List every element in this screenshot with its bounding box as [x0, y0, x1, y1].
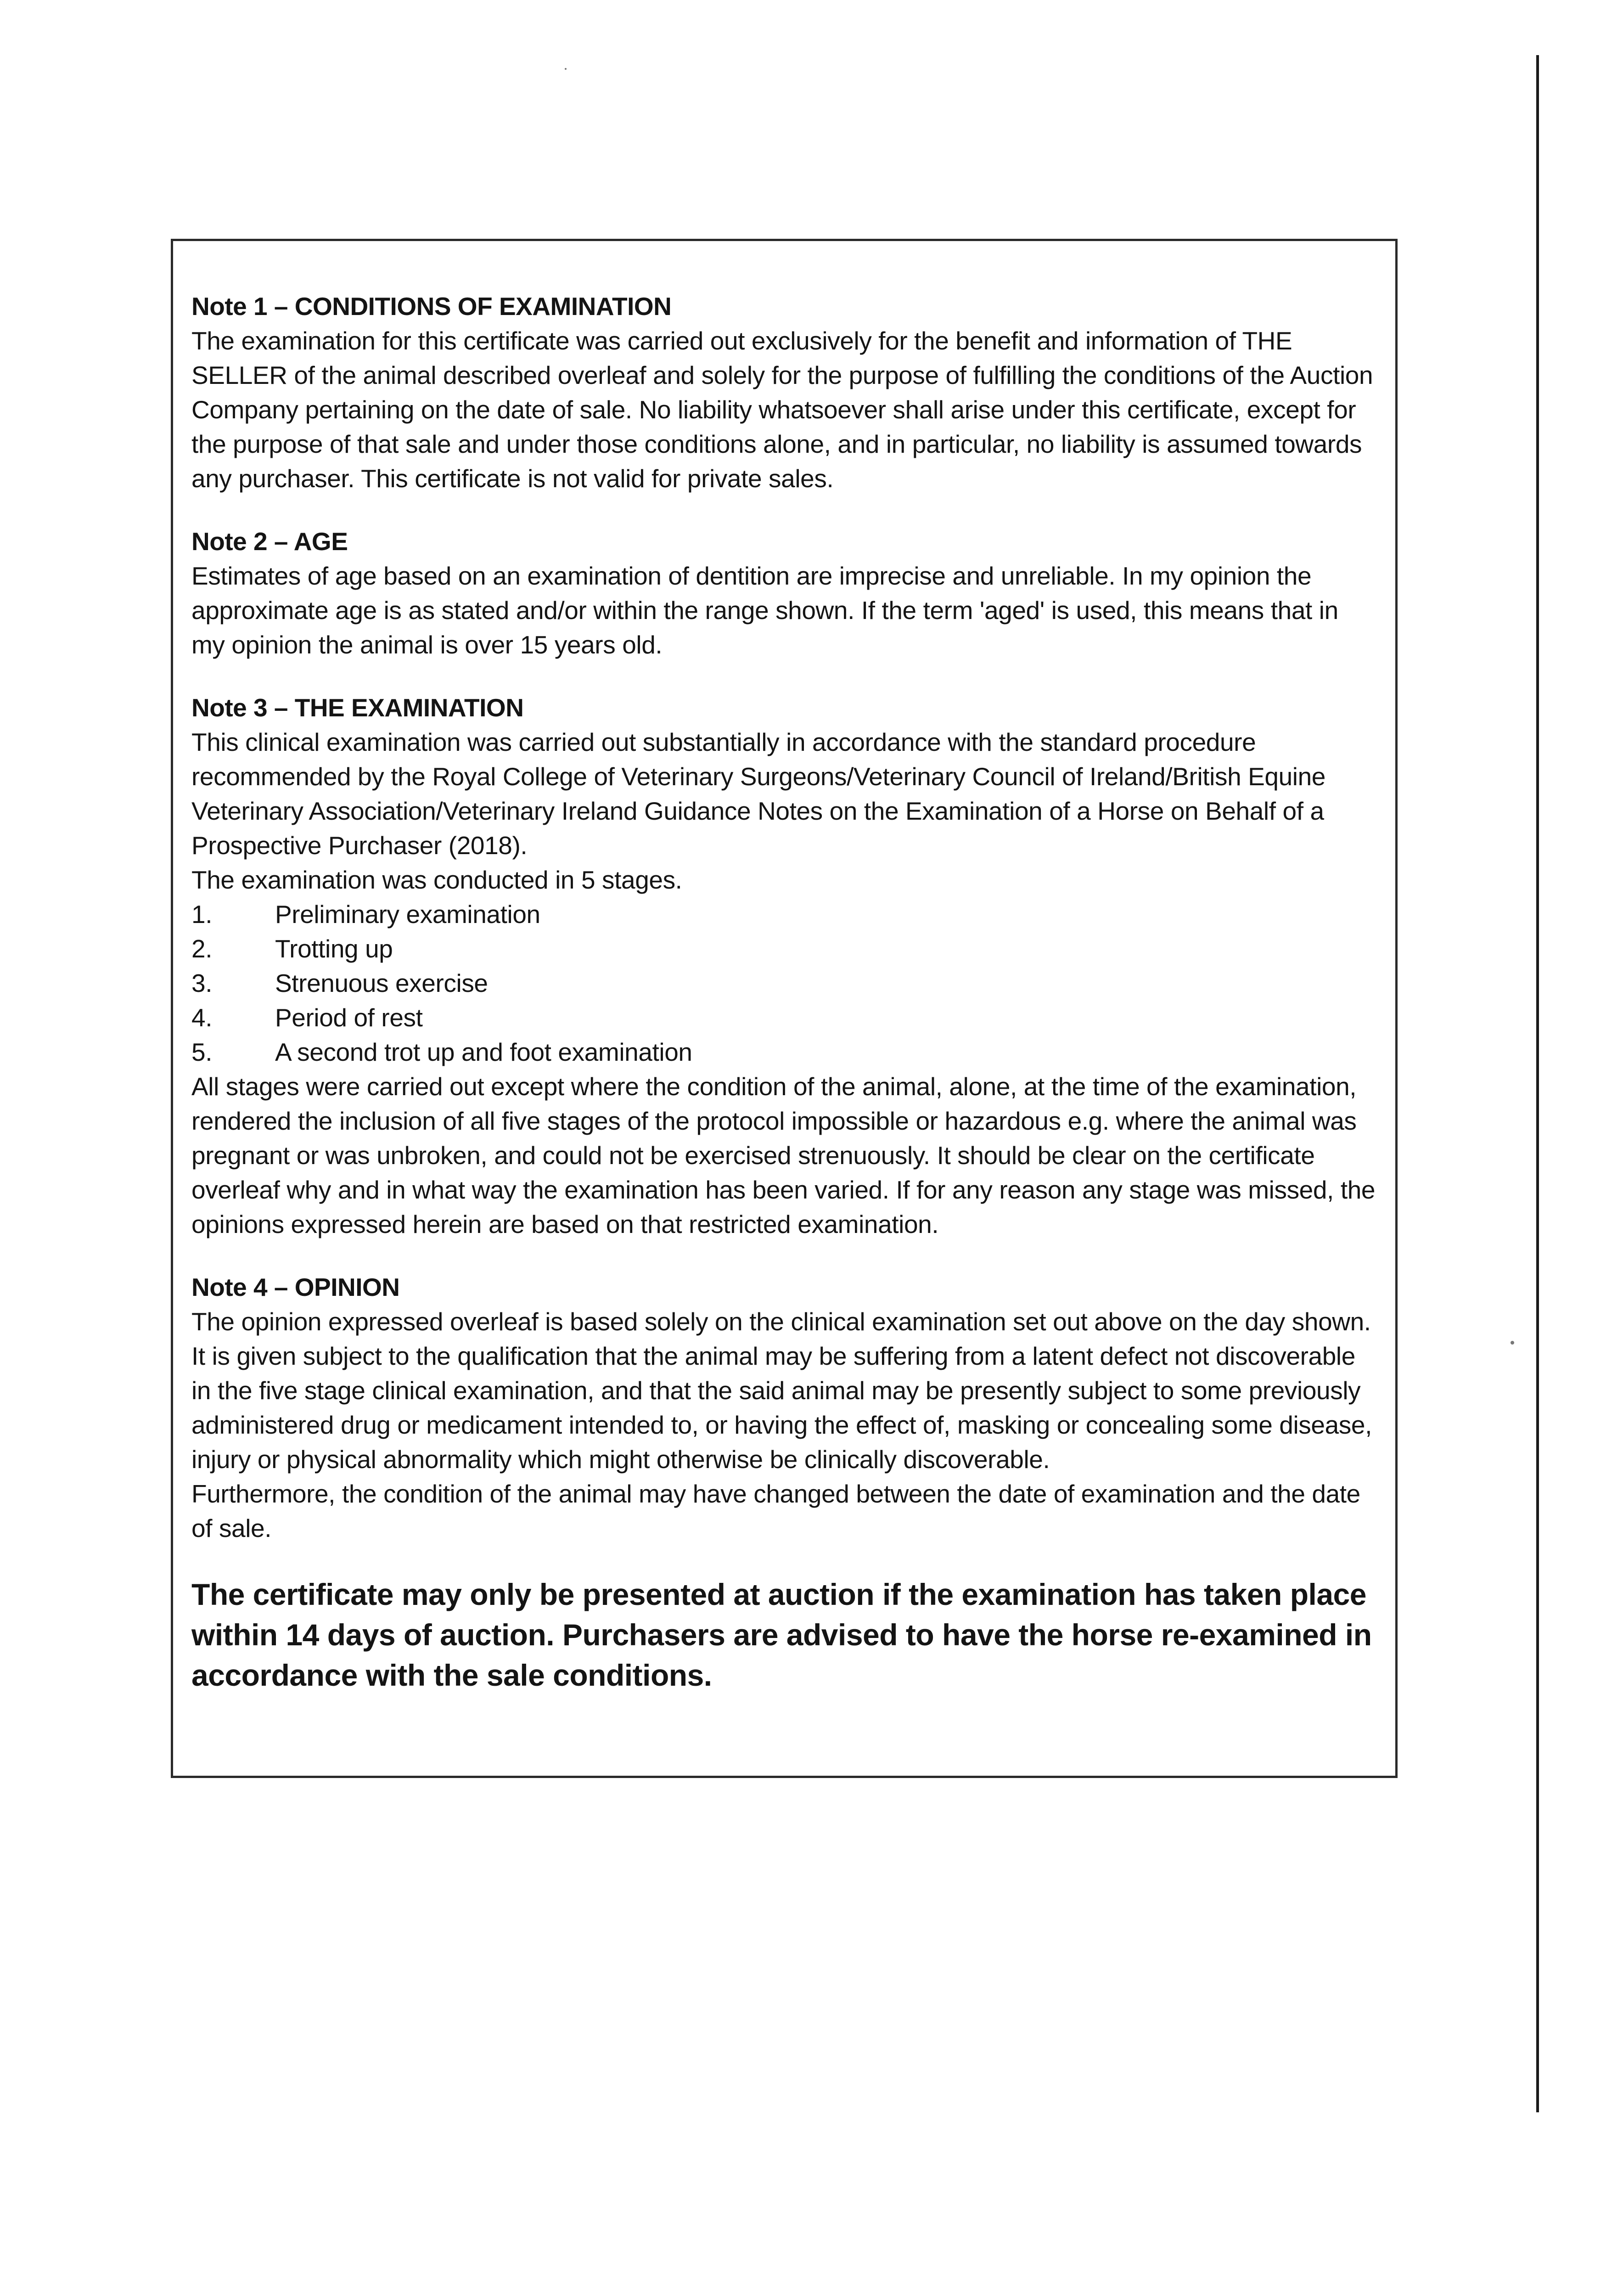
note-heading: Note 2 – AGE: [191, 527, 348, 556]
examination-stages-list: [191, 897, 1377, 1069]
stage-item: [191, 897, 1377, 932]
note-heading: Note 4 – OPINION: [191, 1273, 400, 1301]
stage-number: 4.: [191, 1003, 213, 1032]
scan-speck: [565, 68, 567, 70]
note-paragraph: Estimates of age based on an examination of dentition are imprecise and unreliable. In my opinion the approximate age is as stated and/or within the range shown. If the term 'aged' is used, this means that in my opinion the animal is over 15 years old.: [191, 562, 1338, 659]
auction-validity-statement: The certificate may only be presented at auction if the examination has taken place within 14 days of auction. Purchasers are advised to have the horse re-examined in accordance with the sale conditions.: [191, 1577, 1372, 1692]
note-paragraph: The examination was conducted in 5 stages.: [191, 866, 682, 894]
stage-item: [191, 932, 1377, 966]
note-paragraph: This clinical examination was carried out substantially in accordance with the standard procedure recommended by the Royal College of Veterinary Surgeons/Veterinary Council of Ireland/British Equine Veterinary Association/Veterinary Ireland Guidance Notes on the Examination of a Horse on Behalf of a Prospective Purchaser (2018).: [191, 728, 1325, 860]
stage-number: 1.: [191, 900, 213, 929]
note-4-opinion: [191, 1270, 1377, 1546]
stage-label: Strenuous exercise: [275, 969, 488, 997]
stage-label: Period of rest: [275, 1003, 423, 1032]
stage-label: Preliminary examination: [275, 900, 540, 929]
note-paragraph: The opinion expressed overleaf is based solely on the clinical examination set out above on the day shown. It is given subject to the qualification that the animal may be suffering from a latent defect not discoverable in the five stage clinical examination, and that the said animal may be presently subject to some previously administered drug or medicament intended to, or having the effect of, masking or concealing some disease, injury or physical abnormality which might otherwise be clinically discoverable.: [191, 1307, 1372, 1474]
scan-edge-line: [1536, 55, 1539, 2112]
note-1-conditions: [191, 289, 1377, 496]
stage-number: 5.: [191, 1038, 213, 1066]
note-3-examination: [191, 691, 1377, 1242]
stage-item: [191, 966, 1377, 1001]
note-paragraph: All stages were carried out except where the condition of the animal, alone, at the time of the examination, rendered the inclusion of all five stages of the protocol impossible or hazardous e.g. where the animal was pregnant or was unbroken, and could not be exercised strenuously. It should be clear on the certificate overleaf why and in what way the examination has been varied. If for any reason any stage was missed, the opinions expressed herein are based on that restricted examination.: [191, 1072, 1376, 1238]
note-heading: Note 3 – THE EXAMINATION: [191, 693, 524, 722]
scan-speck: [1511, 1341, 1514, 1345]
note-2-age: [191, 524, 1377, 662]
stage-number: 3.: [191, 969, 213, 997]
note-paragraph: Furthermore, the condition of the animal may have changed between the date of examination and the date of sale.: [191, 1480, 1360, 1542]
stage-label: Trotting up: [275, 934, 393, 963]
note-paragraph: The examination for this certificate was carried out exclusively for the benefit and information of THE SELLER of the animal described overleaf and solely for the purpose of fulfilling the conditions of the Auction Company pertaining on the date of sale. No liability whatsoever shall arise under this certificate, except for the purpose of that sale and under those conditions alone, and in particular, no liability is assumed towards any purchaser. This certificate is not valid for private sales.: [191, 326, 1373, 493]
stage-label: A second trot up and foot examination: [275, 1038, 692, 1066]
conditions-notes-box: [171, 239, 1398, 1778]
stage-item: [191, 1035, 1377, 1069]
stage-number: 2.: [191, 934, 213, 963]
stage-item: [191, 1001, 1377, 1035]
note-heading: Note 1 – CONDITIONS OF EXAMINATION: [191, 292, 672, 321]
